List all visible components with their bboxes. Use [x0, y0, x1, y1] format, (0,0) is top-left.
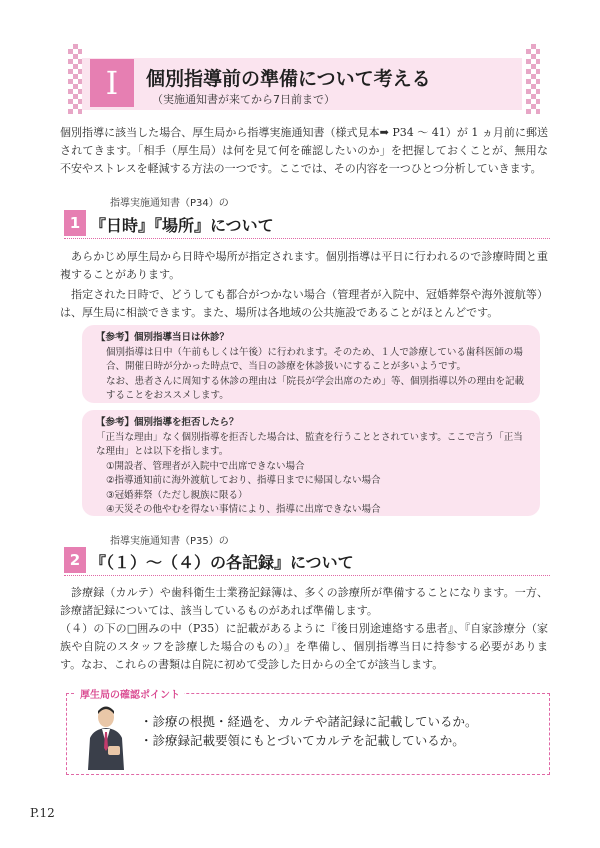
section-1-number: 1 — [64, 210, 86, 236]
section-1-paragraph-1: あらかじめ厚生局から日時や場所が指定されます。個別指導は平日に行われるので診療時間と重複することがあります。 — [60, 250, 548, 281]
checkpoint-items — [140, 712, 478, 750]
list-item: ①開設者、管理者が入院中で出席できない場合 — [106, 460, 305, 472]
list-item: ④天災その他やむを得ない事情により、指導に出席できない場合 — [106, 504, 381, 515]
list-item: ・診療録記載要領にもとづいてカルテを記載しているか。 — [140, 733, 465, 748]
section-1-label: 指導実施通知書（P34）の — [110, 198, 229, 209]
page-title: 個別指導前の準備について考える — [146, 68, 431, 90]
section-1-paragraph-2: 指定された日時で、どうしても都合がつかない場合（管理者が入院中、冠婚葬祭や海外渡航等）は、厚生局に相談できます。また、場所は各地域の公共施設であることがほとんどです。 — [60, 288, 548, 319]
checkpoint-label: 厚生局の確認ポイント — [76, 686, 184, 701]
note-refusal-line-1: 「正当な理由」なく個別指導を拒否した場合は、監査を行うこととされています。ここで言う「正当な理由」とは以下を指します。 — [96, 431, 523, 457]
list-item: ③冠婚葬祭（ただし親族に限る） — [106, 489, 248, 501]
list-item: ・診療の根拠・経過を、カルテや諸記録に記載しているか。 — [140, 714, 478, 729]
chapter-numeral: I — [90, 59, 134, 107]
note-holiday-line-2: なお、患者さんに周知する休診の理由は「院長が学会出席のため」等、個別指導以外の理由を記載することをおススメします。 — [106, 375, 525, 401]
advisor-illustration — [84, 704, 128, 770]
note-holiday — [82, 325, 540, 403]
section-2-underline — [64, 575, 550, 576]
section-2-label: 指導実施通知書（P35）の — [110, 536, 229, 547]
section-2-title: 『（１）〜（４）の各記録』について — [90, 553, 354, 572]
list-item: ②指導通知前に海外渡航しており、指導日までに帰国しない場合 — [106, 475, 381, 486]
section-1-title: 『日時』『場所』について — [90, 216, 274, 235]
section-2-paragraph-1: 診療録（カルテ）や歯科衛生士業務記録簿は、多くの診療所が準備することになります。一方、診療諸記録については、該当しているものがあれば準備します。 — [60, 586, 548, 617]
intro-paragraph: 個別指導に該当した場合、厚生局から指導実施通知書（様式見本➡ P34 〜 41）が 1 ヵ月前に郵送されてきます。「相手（厚生局）は何を見て何を確認したいのか」を把握しておくことが、無用な不安やストレスを軽減する方法の一つです。ここでは、その内容を一つひとつ分析していきます。 — [60, 126, 548, 175]
page-number: P.12 — [30, 806, 55, 820]
checker-strip-right — [526, 44, 540, 114]
page-subtitle: （実施通知書が来てから7日前まで） — [152, 93, 335, 106]
note-refusal — [82, 410, 540, 516]
note-refusal-title: 【参考】個別指導を拒否したら？ — [96, 417, 239, 428]
section-1-underline — [64, 238, 550, 239]
note-holiday-line-1: 個別指導は日中（午前もしくは午後）に行われます。そのため、１人で診療している歯科医師の場合、開催日時が分かった時点で、当日の診療を休診扱いにすることが多いようです。 — [106, 346, 523, 372]
section-2-number: 2 — [64, 547, 86, 573]
note-holiday-title: 【参考】個別指導当日は休診？ — [96, 332, 230, 343]
section-2-paragraph-2: （４）の下の□囲みの中（P35）に記載があるように『後日別途連絡する患者』、『自家診療分（家族や自院のスタッフを診療した場合のもの）』を準備し、個別指導当日に持参する必要があります。なお、これらの書類は自院に初めて受診した日からの全てが該当します。 — [60, 622, 548, 671]
checker-strip-left — [68, 44, 82, 114]
